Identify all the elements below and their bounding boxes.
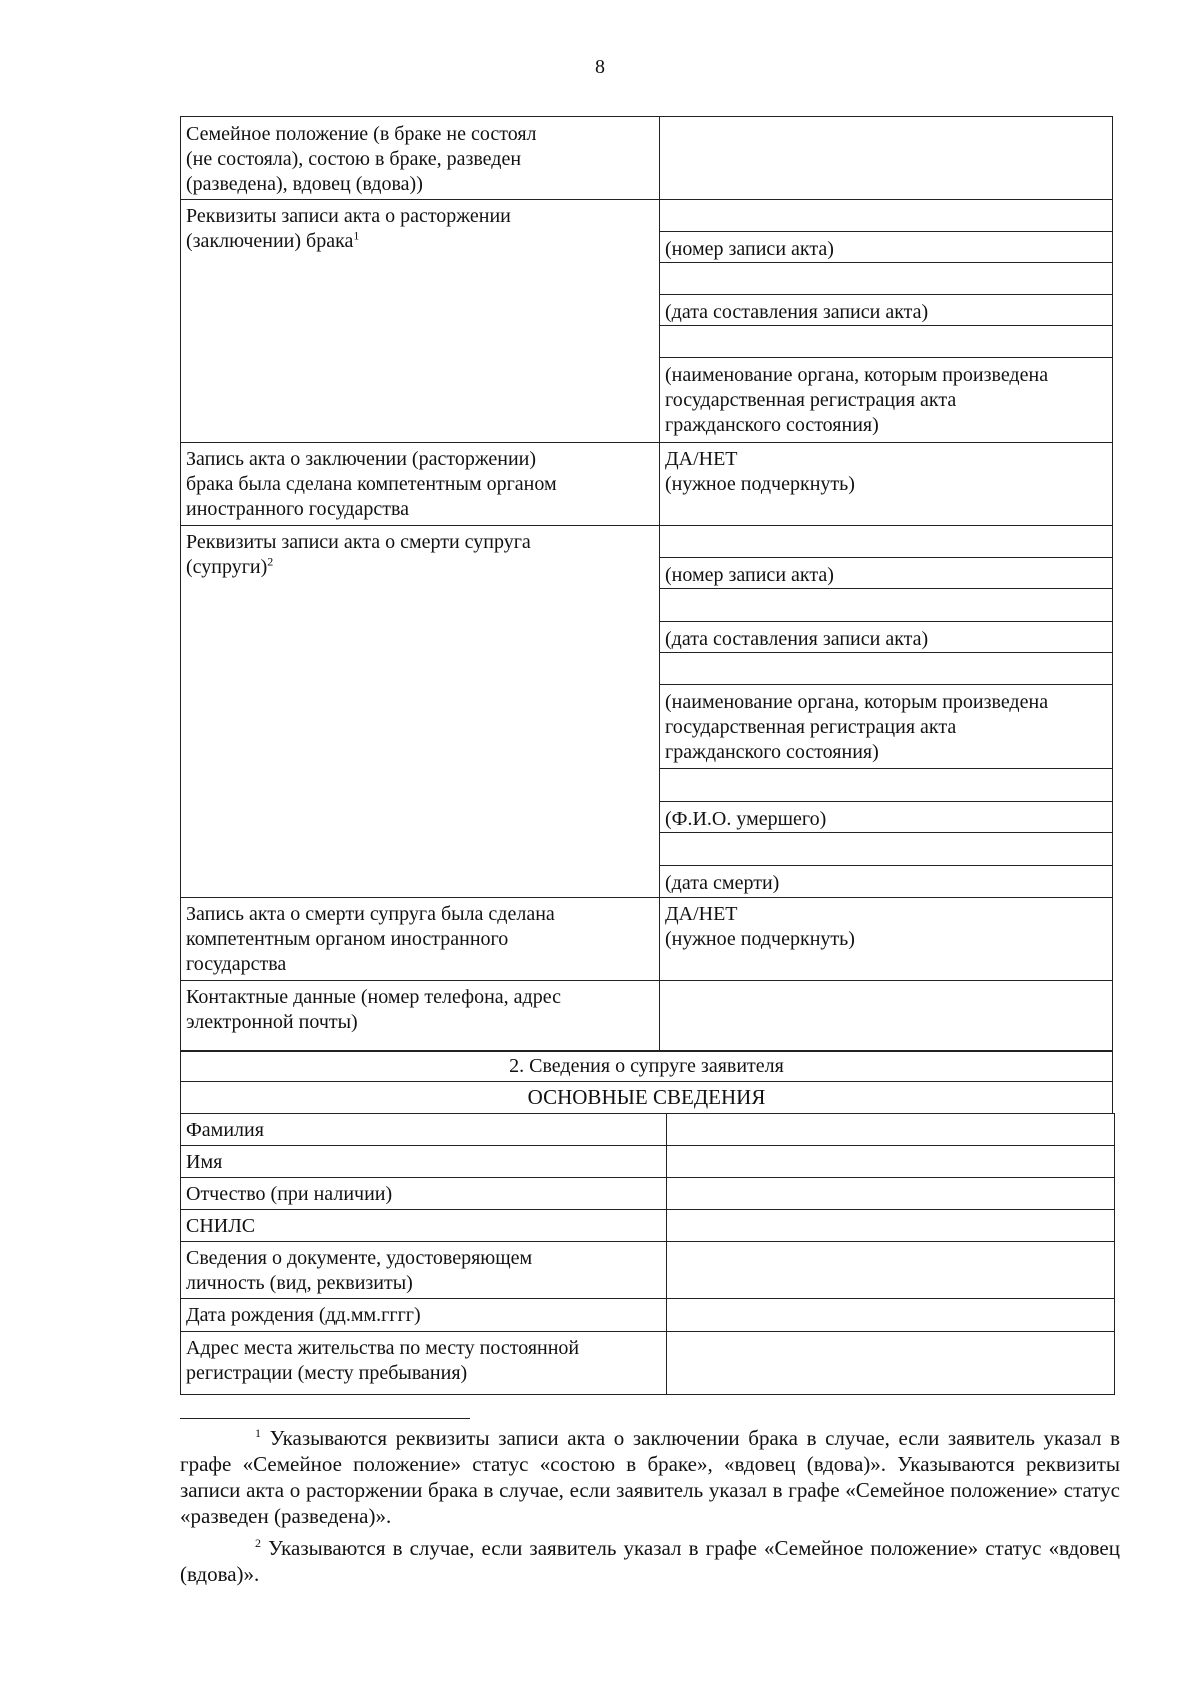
footnote-2: $^2$ Указываются в случае, если заявитель указал в графе «Семейное положение» статус «вдовец (вдова)». bbox=[180, 1536, 1120, 1586]
entry-line bbox=[659, 652, 1113, 653]
row-divider bbox=[180, 980, 1113, 981]
row-divider bbox=[180, 199, 1113, 200]
column-divider-upper bbox=[659, 116, 660, 1052]
marriage-act-date-hint: (дата составления записи акта) bbox=[665, 301, 929, 323]
entry-line bbox=[659, 621, 1113, 622]
section2-title: 2. Сведения о супруге заявителя bbox=[509, 1055, 784, 1077]
field-name: Имя bbox=[186, 1151, 223, 1173]
entry-line bbox=[659, 294, 1113, 295]
row-divider bbox=[180, 897, 1113, 898]
footnote-number-2: 2 bbox=[255, 1536, 261, 1550]
marriage-act-authority-hint: (наименование органа, которым произведена государственная регистрация акта гражданского состояния) bbox=[665, 364, 1049, 436]
footnote-number-1: 1 bbox=[255, 1426, 261, 1440]
row-divider bbox=[180, 525, 1113, 526]
entry-line bbox=[659, 684, 1113, 685]
entry-line bbox=[659, 231, 1113, 232]
death-act-label: Реквизиты записи акта о смерти супруга (супруги)$^2$ bbox=[186, 531, 531, 578]
death-foreign-label: Запись акта о смерти супруга была сделана компетентным органом иностранного государства bbox=[186, 903, 555, 975]
row-divider bbox=[180, 1331, 1115, 1332]
death-foreign-value: ДА/НЕТ (нужное подчеркнуть) bbox=[665, 903, 855, 950]
field-snils: СНИЛС bbox=[186, 1215, 256, 1237]
field-surname: Фамилия bbox=[186, 1119, 264, 1141]
column-divider-lower bbox=[666, 1113, 667, 1395]
marital-status-label: Семейное положение (в браке не состоял (не состояла), состою в браке, разведен (разведена), вдовец (вдова)) bbox=[186, 123, 537, 195]
row-divider bbox=[180, 1145, 1115, 1146]
contacts-label: Контактные данные (номер телефона, адрес электронной почты) bbox=[186, 986, 561, 1033]
footnote-ref-1: 1 bbox=[353, 228, 360, 243]
death-act-number-hint: (номер записи акта) bbox=[665, 564, 834, 586]
entry-line bbox=[659, 325, 1113, 326]
field-patronymic: Отчество (при наличии) bbox=[186, 1183, 393, 1205]
row-divider bbox=[180, 1241, 1115, 1242]
footnote-ref-2: 2 bbox=[267, 554, 274, 569]
deceased-name-hint: (Ф.И.О. умершего) bbox=[665, 808, 827, 830]
footnote-1: $^1$ Указываются реквизиты записи акта о заключении брака в случае, если заявитель указал в графе «Семейное положение» статус «состою в браке», «вдовец (вдова)». Указываются реквизиты записи акта о расторжении брака в случае, если заявитель указал в графе «Семейное положение» статус «разведен (разведена)». bbox=[180, 1426, 1121, 1528]
field-birth-date: Дата рождения (дд.мм.гггг) bbox=[186, 1304, 421, 1326]
row-divider bbox=[180, 1298, 1115, 1299]
entry-line bbox=[659, 801, 1113, 802]
field-identity-document: Сведения о документе, удостоверяющем личность (вид, реквизиты) bbox=[186, 1247, 533, 1294]
death-date-hint: (дата смерти) bbox=[665, 872, 780, 894]
row-divider bbox=[180, 442, 1113, 443]
marriage-act-label: Реквизиты записи акта о расторжении (заключении) брака$^1$ bbox=[186, 205, 511, 252]
entry-line bbox=[659, 865, 1113, 866]
entry-line bbox=[659, 357, 1113, 358]
section2-subtitle: ОСНОВНЫЕ СВЕДЕНИЯ bbox=[527, 1085, 766, 1109]
row-divider bbox=[180, 1209, 1115, 1210]
row-divider bbox=[180, 1177, 1115, 1178]
marriage-act-number-hint: (номер записи акта) bbox=[665, 238, 834, 260]
page-number: 8 bbox=[595, 56, 605, 78]
death-act-authority-hint: (наименование органа, которым произведена государственная регистрация акта гражданского состояния) bbox=[665, 691, 1049, 763]
field-address: Адрес места жительства по месту постоянной регистрации (месту пребывания) bbox=[186, 1337, 580, 1384]
entry-line bbox=[659, 588, 1113, 589]
entry-line bbox=[659, 832, 1113, 833]
footnote-separator bbox=[180, 1418, 470, 1419]
entry-line bbox=[659, 262, 1113, 263]
death-act-date-hint: (дата составления записи акта) bbox=[665, 628, 929, 650]
marriage-foreign-value: ДА/НЕТ (нужное подчеркнуть) bbox=[665, 448, 855, 495]
entry-line bbox=[659, 768, 1113, 769]
entry-line bbox=[659, 557, 1113, 558]
marriage-foreign-label: Запись акта о заключении (расторжении) брака была сделана компетентным органом иностранного государства bbox=[186, 448, 557, 520]
